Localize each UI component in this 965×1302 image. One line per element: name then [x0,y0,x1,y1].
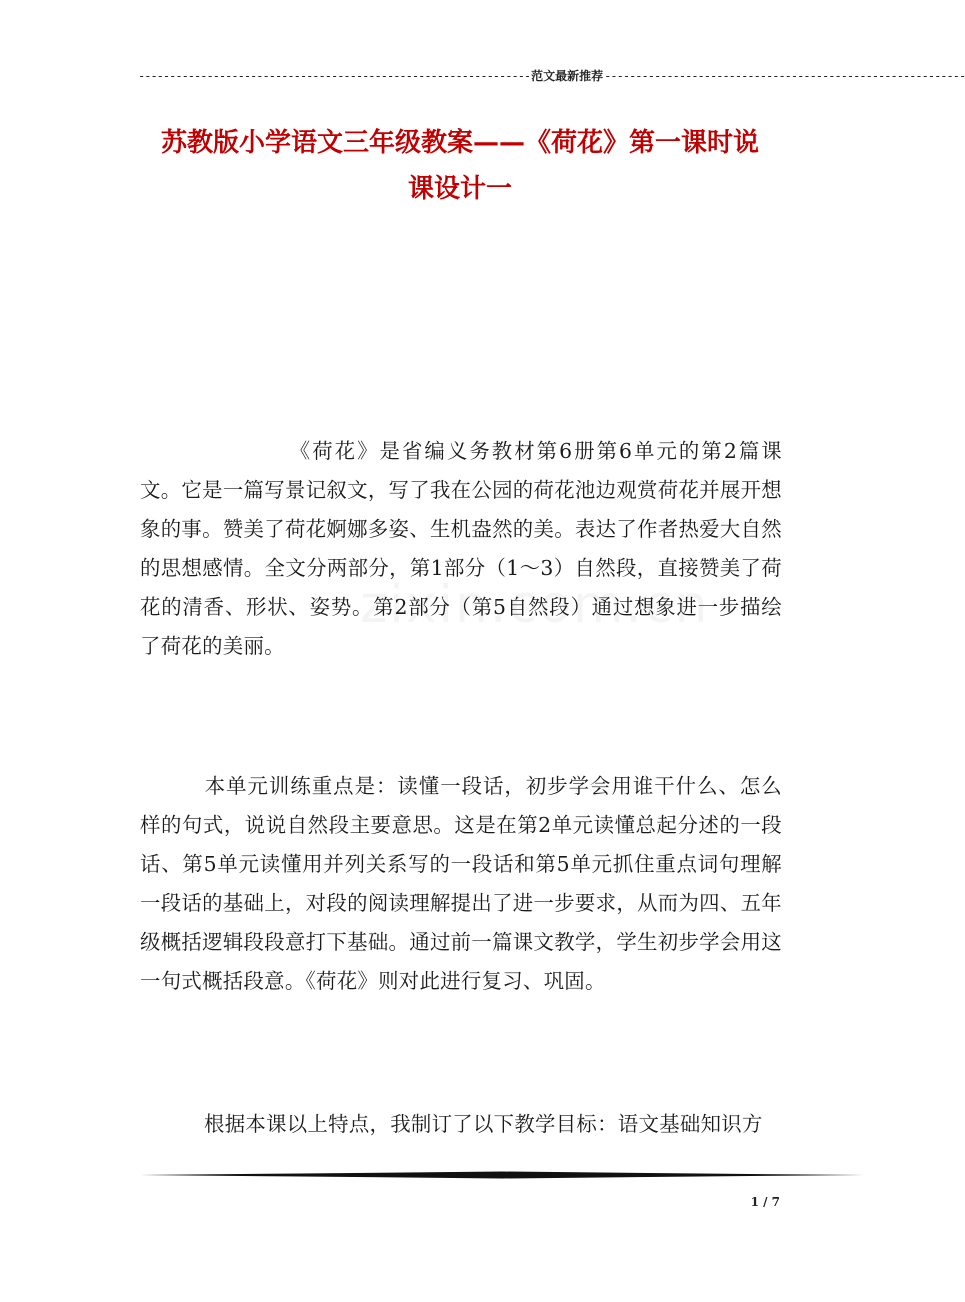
page-number: 1 / 7 [750,1195,780,1209]
paragraph-3-text: 根据本课以上特点，我制订了以下教学目标：语文基础知识方 [204,1112,763,1136]
document-title [140,120,780,212]
header-banner [138,66,965,86]
paragraph-3 [140,1105,782,1144]
header-right-dashes: ---------------------------------------------------------- [604,69,965,83]
header-label: 范文最新推荐 [531,69,604,83]
title-line-1: 苏教版小学语文三年级教案——《荷花》第一课时说 [160,128,759,158]
paragraph-1-text: 《荷花》是省编义务教材第6册第6单元的第2篇课文。它是一篇写景记叙文，写了我在公园的荷花池边观赏荷花并展开想象的事。赞美了荷花婀娜多姿、生机盎然的美。表达了作者热爱大自然的思想感情。全文分两部分，第1部分（1～3）自然段，直接赞美了荷花的清香、形状、姿势。第2部分（第5自然段）通过想象进一步描绘了荷花的美丽。 [140,439,782,658]
footer-divider [140,1170,864,1180]
paragraph-2 [140,767,782,1001]
paragraph-1 [140,432,782,666]
header-left-dashes: --------------------------------------------------------------- [138,69,531,83]
title-line-2: 课设计一 [407,174,512,204]
paragraph-2-text: 本单元训练重点是：读懂一段话，初步学会用谁干什么、怎么样的句式，说说自然段主要意思。这是在第2单元读懂总起分述的一段话、第5单元读懂用并列关系写的一段话和第5单元抓住重点词句理解一段话的基础上，对段的阅读理解提出了进一步要求，从而为四、五年级概括逻辑段段意打下基础。通过前一篇课文教学，学生初步学会用这一句式概括段意。《荷花》则对此进行复习、巩固。 [140,774,782,993]
